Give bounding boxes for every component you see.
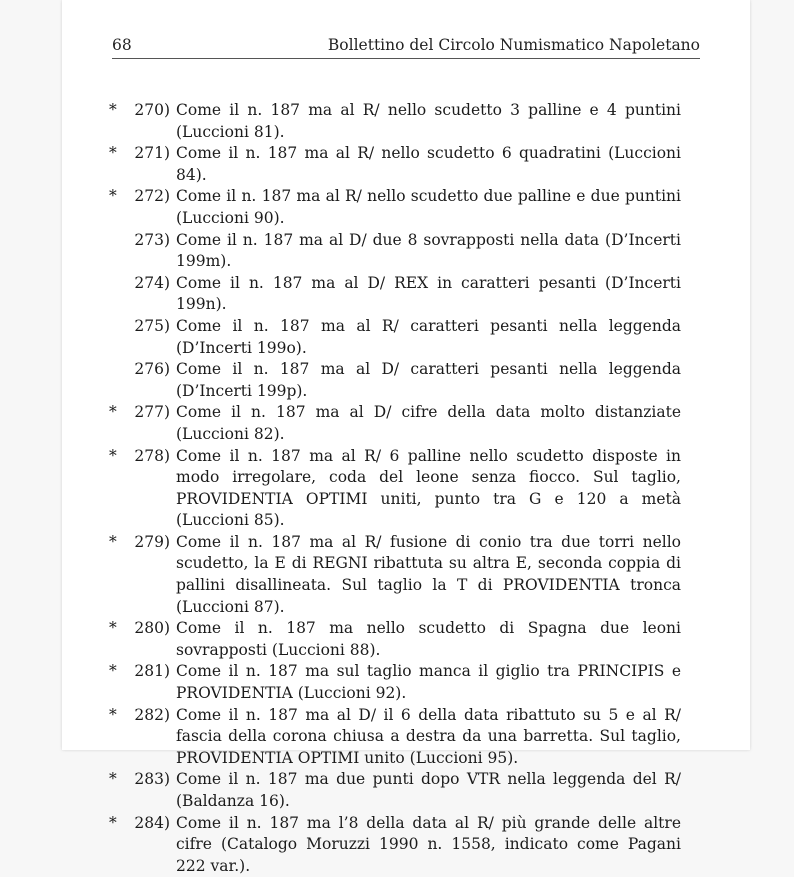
catalog-entry [62, 661, 750, 704]
running-title: Bollettino del Circolo Numismatico Napoletano [327, 36, 700, 54]
catalog-entry [62, 446, 750, 532]
catalog-entry [62, 186, 750, 229]
entry-number: 272) [134, 187, 170, 206]
entry-star-marker: * [109, 144, 117, 163]
entry-star-marker: * [109, 770, 117, 789]
entry-text: Come il n. 187 ma al R/ nello scudetto due palline e due puntini (Luccioni 90). [176, 187, 681, 227]
catalog-entry [62, 316, 750, 359]
entry-star-marker: * [109, 662, 117, 681]
entry-number: 274) [134, 273, 170, 292]
entry-text: Come il n. 187 ma al D/ REX in caratteri pesanti (D’Incerti 199n). [176, 273, 681, 314]
entry-star-marker: * [109, 705, 117, 724]
entry-text: Come il n. 187 ma al R/ fusione di conio tra due torri nello scudetto, la E di REGNI ribattuta su altra E, seconda coppia di pallini disallineata. Sul taglio la T di PROVIDENTIA tronca (Luccioni 87). [176, 532, 681, 616]
entry-number: 277) [134, 403, 170, 422]
entry-text: Come il n. 187 ma al D/ due 8 sovrapposti nella data (D’Incerti 199m). [176, 230, 681, 271]
entry-star-marker: * [109, 532, 117, 551]
catalog-entry [62, 618, 750, 661]
catalog-entry [62, 230, 750, 273]
catalog-entry [62, 769, 750, 812]
entry-number: 283) [134, 770, 170, 789]
document-page [62, 0, 750, 875]
entry-number: 273) [134, 230, 170, 249]
entry-star-marker: * [109, 101, 117, 119]
catalog-entry [62, 143, 750, 186]
page-header [112, 36, 700, 58]
entry-number: 279) [134, 532, 170, 551]
entry-text: Come il n. 187 ma al D/ cifre della data molto distanziate (Luccioni 82). [176, 403, 681, 443]
entry-text: Come il n. 187 ma due punti dopo VTR nella leggenda del R/ (Baldanza 16). [176, 770, 681, 810]
entry-text: Come il n. 187 ma al R/ 6 palline nello scudetto disposte in modo irregolare, coda del leone senza fiocco. Sul taglio, PROVIDENTIA OPTIMI uniti, punto tra G e 120 a metà (Luccioni 85). [176, 446, 681, 530]
entry-number: 282) [134, 705, 170, 724]
entry-number: 275) [134, 316, 170, 335]
entry-star-marker: * [109, 187, 117, 206]
entry-star-marker: * [109, 619, 117, 638]
entry-text: Come il n. 187 ma nello scudetto di Spagna due leoni sovrapposti (Luccioni 88). [176, 619, 681, 659]
page-number: 68 [112, 36, 132, 54]
entry-number: 281) [134, 662, 170, 681]
entry-number: 271) [134, 144, 170, 163]
catalog-entry [62, 359, 750, 402]
entry-star-marker: * [109, 446, 117, 465]
entry-number: 278) [134, 446, 170, 465]
catalog-entry [62, 100, 750, 143]
entry-star-marker: * [109, 813, 117, 832]
entry-text: Come il n. 187 ma al R/ nello scudetto 3 palline e 4 puntini (Luccioni 81). [176, 101, 681, 141]
entry-text: Come il n. 187 ma al R/ nello scudetto 6 quadratini (Luccioni 84). [176, 144, 681, 184]
entry-text: Come il n. 187 ma al D/ caratteri pesanti nella leggenda (D’Incerti 199p). [176, 360, 681, 400]
catalog-entry [62, 532, 750, 618]
catalog-entry [62, 402, 750, 445]
entry-star-marker: * [109, 403, 117, 422]
entry-text: Come il n. 187 ma al D/ il 6 della data ribattuto su 5 e al R/ fascia della corona chiusa a destra da una barretta. Sul taglio, PROVIDENTIA OPTIMI unito (Luccioni 95). [176, 705, 681, 767]
catalog-entry [62, 813, 750, 877]
catalog-entry [62, 273, 750, 316]
catalog-entries [62, 100, 750, 877]
entry-number: 280) [134, 619, 170, 638]
header-rule [112, 58, 700, 59]
entry-text: Come il n. 187 ma al R/ caratteri pesanti nella leggenda (D’Incerti 199o). [176, 316, 681, 357]
entry-text: Come il n. 187 ma l’8 della data al R/ più grande delle altre cifre (Catalogo Moruzzi 1990 n. 1558, indicato come Pagani 222 var.). [176, 813, 681, 875]
entry-number: 270) [134, 101, 170, 119]
entry-number: 276) [134, 360, 170, 379]
entry-number: 284) [134, 813, 170, 832]
entry-text: Come il n. 187 ma sul taglio manca il giglio tra PRINCIPIS e PROVIDENTIA (Luccioni 92). [176, 662, 681, 703]
catalog-entry [62, 705, 750, 770]
